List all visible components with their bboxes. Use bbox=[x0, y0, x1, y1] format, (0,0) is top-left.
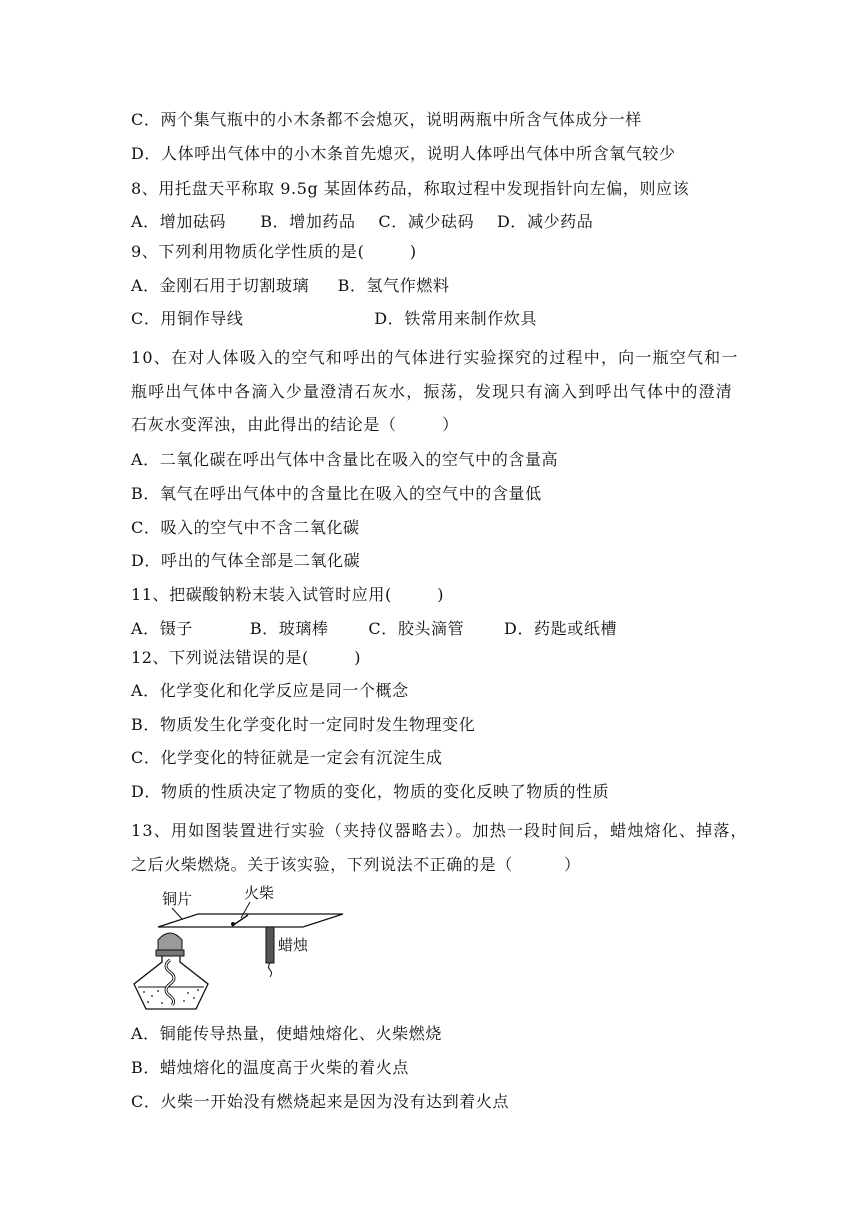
q9-stem: 9、下列利用物质化学性质的是( ) bbox=[131, 242, 417, 261]
copper-sheet bbox=[158, 914, 343, 927]
q11-options: A．镊子 B．玻璃棒 C．胶头滴管 D．药匙或纸槽 bbox=[131, 619, 618, 638]
q12-option-c: C．化学变化的特征就是一定会有沉淀生成 bbox=[131, 748, 443, 767]
q10-stem-line2: 瓶呼出气体中各滴入少量澄清石灰水，振荡，发现只有滴入到呼出气体中的澄清 bbox=[131, 382, 734, 401]
copper-leader-line bbox=[172, 908, 182, 919]
q10-option-a: A．二氧化碳在呼出气体中含量比在吸入的空气中的含量高 bbox=[131, 450, 559, 469]
q12-option-d: D．物质的性质决定了物质的变化，物质的变化反映了物质的性质 bbox=[131, 782, 610, 801]
q10-option-d: D．呼出的气体全部是二氧化碳 bbox=[131, 551, 361, 570]
q13-option-a: A．铜能传导热量，使蜡烛熔化、火柴燃烧 bbox=[131, 1024, 442, 1043]
lamp-collar bbox=[156, 950, 184, 956]
match-head bbox=[231, 922, 235, 926]
q9-options-ab: A．金刚石用于切割玻璃 B．氢气作燃料 bbox=[131, 276, 450, 295]
q9-options-cd: C．用铜作导线 D．铁常用来制作炊具 bbox=[131, 309, 538, 328]
q13-option-c: C．火柴一开始没有燃烧起来是因为没有达到着火点 bbox=[131, 1092, 510, 1111]
q13-option-b: B．蜡烛熔化的温度高于火柴的着火点 bbox=[131, 1058, 409, 1077]
q10-option-c: C．吸入的空气中不含二氧化碳 bbox=[131, 518, 360, 537]
q10-option-b: B．氧气在呼出气体中的含量比在吸入的空气中的含量低 bbox=[131, 484, 542, 503]
q7-option-c: C．两个集气瓶中的小木条都不会熄灭，说明两瓶中所含气体成分一样 bbox=[131, 110, 642, 129]
candle-label: 蜡烛 bbox=[278, 936, 309, 954]
q12-option-b: B．物质发生化学变化时一定同时发生物理变化 bbox=[131, 715, 476, 734]
experiment-apparatus-figure bbox=[128, 882, 358, 1014]
q11-stem: 11、把碳酸钠粉末装入试管时应用( ) bbox=[131, 585, 445, 604]
copper-sheet-label: 铜片 bbox=[162, 890, 193, 908]
candle bbox=[266, 927, 274, 963]
q13-stem-line2: 之后火柴燃烧。关于该实验，下列说法不正确的是（ ） bbox=[131, 855, 581, 874]
q8-stem: 8、用托盘天平称取 9.5g 某固体药品，称取过程中发现指针向左偏，则应该 bbox=[131, 179, 690, 198]
candle-wick bbox=[269, 963, 272, 977]
q10-stem-line1: 10、在对人体吸入的空气和呼出的气体进行实验探究的过程中，向一瓶空气和一 bbox=[131, 348, 739, 367]
match-leader-line bbox=[241, 902, 250, 918]
q12-option-a: A．化学变化和化学反应是同一个概念 bbox=[131, 681, 409, 700]
q13-stem-line1: 13、用如图装置进行实验（夹持仪器略去）。加热一段时间后，蜡烛熔化、掉落， bbox=[131, 821, 748, 840]
q7-option-d: D．人体呼出气体中的小木条首先熄灭，说明人体呼出气体中所含氧气较少 bbox=[131, 144, 676, 163]
lamp-cap bbox=[158, 933, 182, 950]
match-label: 火柴 bbox=[244, 884, 275, 902]
q10-stem-line3: 石灰水变浑浊，由此得出的结论是（ ） bbox=[131, 415, 459, 434]
q12-stem: 12、下列说法错误的是( ) bbox=[131, 648, 362, 667]
q8-options: A．增加砝码 B．增加药品 C．减少砝码 D．减少药品 bbox=[131, 212, 594, 231]
